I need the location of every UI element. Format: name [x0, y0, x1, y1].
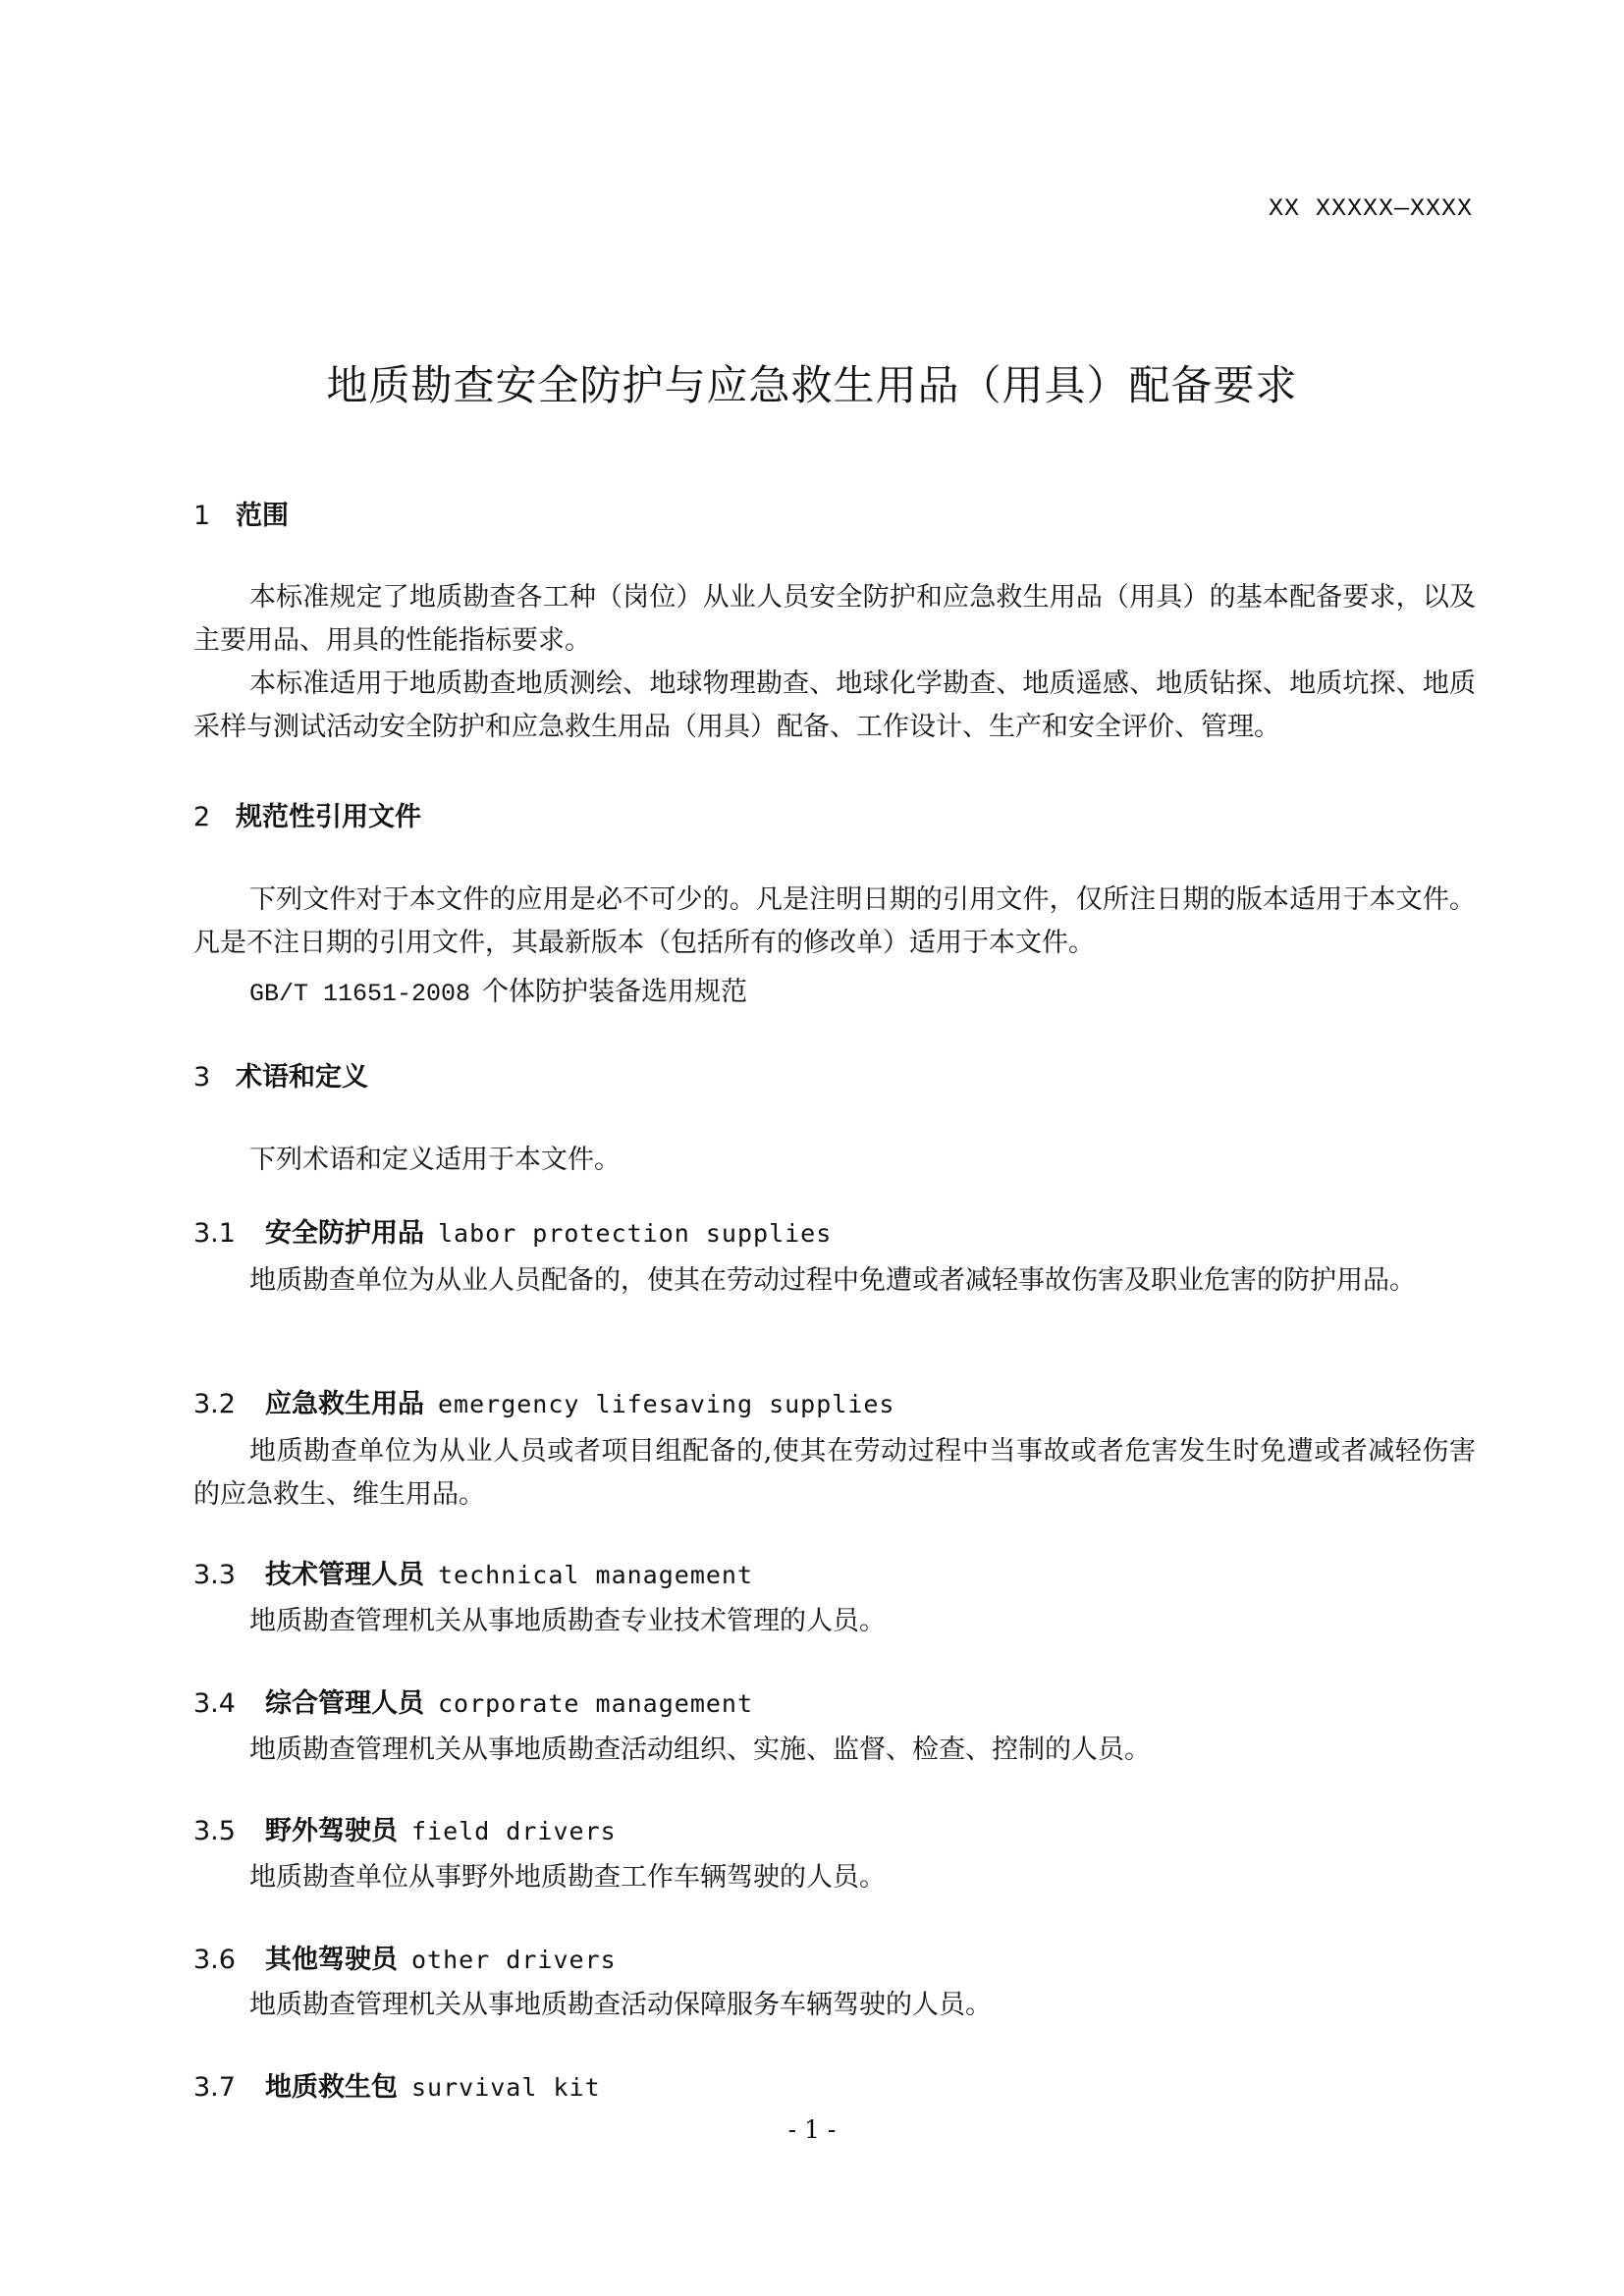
- document-title: 地质勘查安全防护与应急救生用品（用具）配备要求: [326, 361, 1298, 409]
- term-definition: 地质勘查单位为从业人员或者项目组配备的,使其在劳动过程中当事故或者危害发生时免遭或者减轻伤害的应急救生、维生用品。: [193, 1436, 1476, 1510]
- term-heading: [193, 1809, 617, 1847]
- term-name-en: field drivers: [411, 1817, 617, 1845]
- term-name-zh: 野外驾驶员: [265, 1816, 398, 1846]
- section-number: 1: [193, 501, 211, 531]
- standard-code: XX XXXXX—XXXX: [1268, 194, 1473, 223]
- term-name-zh: 安全防护用品: [265, 1218, 424, 1249]
- term-number: 3.1: [193, 1218, 236, 1249]
- term-name-en: corporate management: [438, 1689, 754, 1718]
- term-number: 3.2: [193, 1389, 236, 1419]
- section-title: 规范性引用文件: [236, 802, 421, 832]
- term-definition: 地质勘查管理机关从事地质勘查活动组织、实施、监督、检查、控制的人员。: [249, 1735, 1151, 1765]
- term-name-en: emergency lifesaving supplies: [438, 1390, 895, 1418]
- term-heading: [193, 1211, 832, 1250]
- term-name-zh: 综合管理人员: [265, 1688, 424, 1719]
- term-name-zh: 其他驾驶员: [265, 1945, 398, 1975]
- term-definition: 地质勘查单位为从业人员配备的，使其在劳动过程中免遭或者减轻事故伤害及职业危害的防护用品。: [249, 1265, 1416, 1296]
- section-number: 3: [193, 1062, 211, 1093]
- term-number: 3.7: [193, 2072, 236, 2103]
- term-heading: [193, 1382, 895, 1420]
- term-number: 3.4: [193, 1688, 236, 1719]
- term-definition: 地质勘查管理机关从事地质勘查专业技术管理的人员。: [249, 1606, 886, 1636]
- term-number: 3.3: [193, 1560, 236, 1590]
- term-name-en: survival kit: [411, 2073, 601, 2102]
- term-name-zh: 应急救生用品: [265, 1389, 424, 1419]
- reference-entry: [249, 970, 747, 1008]
- term-number: 3.6: [193, 1945, 236, 1975]
- section-heading-3: [193, 1055, 368, 1094]
- section-heading-1: [193, 494, 289, 532]
- paragraph-terms-intro: 下列术语和定义适用于本文件。: [249, 1145, 621, 1175]
- page-number: - 1 -: [787, 2115, 837, 2144]
- term-name-zh: 地质救生包: [265, 2072, 398, 2103]
- section-number: 2: [193, 802, 211, 832]
- term-heading: [193, 1553, 753, 1591]
- term-name-en: labor protection supplies: [438, 1219, 833, 1248]
- paragraph-scope-1: 本标准规定了地质勘查各工种（岗位）从业人员安全防护和应急救生用品（用具）的基本配备要求，以及主要用品、用具的性能指标要求。: [193, 582, 1476, 656]
- term-number: 3.5: [193, 1816, 236, 1846]
- term-heading: [193, 1938, 617, 1976]
- term-name-zh: 技术管理人员: [265, 1560, 424, 1590]
- paragraph-scope-2: 本标准适用于地质勘查地质测绘、地球物理勘查、地球化学勘查、地质遥感、地质钻探、地质坑探、地质采样与测试活动安全防护和应急救生用品（用具）配备、工作设计、生产和安全评价、管理。: [193, 668, 1476, 742]
- term-name-en: technical management: [438, 1561, 754, 1589]
- section-title: 范围: [236, 501, 289, 531]
- section-heading-2: [193, 795, 421, 833]
- term-heading: [193, 1682, 753, 1720]
- reference-code: GB/T 11651-2008: [249, 980, 471, 1008]
- term-definition: 地质勘查管理机关从事地质勘查活动保障服务车辆驾驶的人员。: [249, 1990, 992, 2020]
- reference-title: 个体防护装备选用规范: [482, 977, 748, 1007]
- term-definition: 地质勘查单位从事野外地质勘查工作车辆驾驶的人员。: [249, 1862, 886, 1893]
- paragraph-normative-refs: 下列文件对于本文件的应用是必不可少的。凡是注明日期的引用文件，仅所注日期的版本适用于本文件。凡是不注日期的引用文件，其最新版本（包括所有的修改单）适用于本文件。: [193, 884, 1476, 958]
- term-name-en: other drivers: [411, 1946, 617, 1974]
- section-title: 术语和定义: [236, 1062, 368, 1093]
- term-heading: [193, 2065, 601, 2104]
